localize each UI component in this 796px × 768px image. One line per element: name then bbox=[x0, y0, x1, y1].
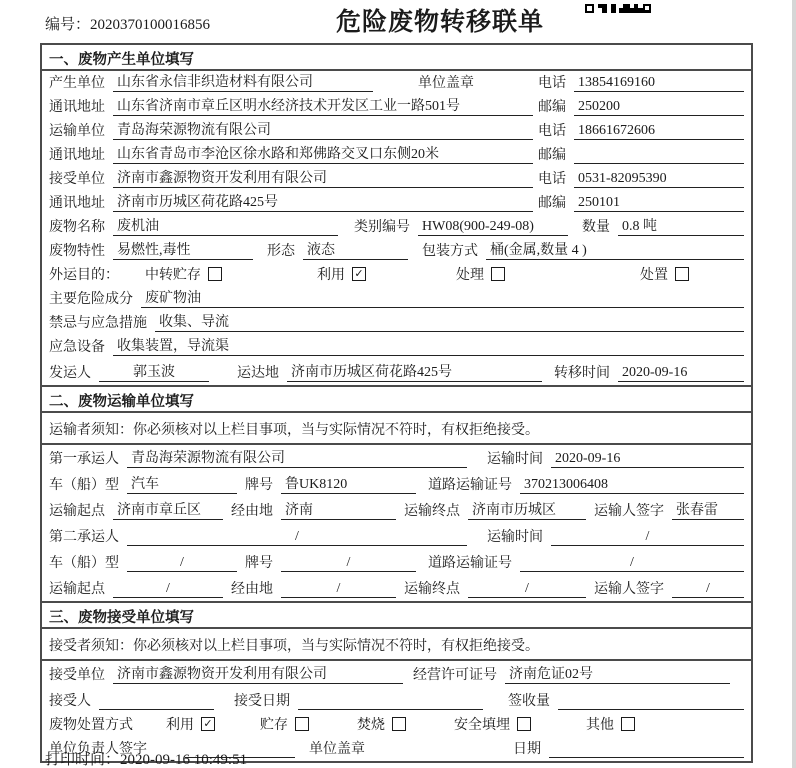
receiver-phone-field: 0531-82095390 bbox=[574, 171, 744, 188]
disposal-method-label: 废物处置方式 bbox=[49, 717, 133, 733]
section1-title: 一、废物产生单位填写 bbox=[42, 45, 751, 71]
option-label: 处理 bbox=[456, 268, 484, 283]
second-carrier-label: 第二承运人 bbox=[49, 529, 119, 545]
road-permit-label: 道路运输证号 bbox=[428, 555, 512, 571]
page-title: 危险废物转移联单 bbox=[335, 8, 544, 36]
route-end-label: 运输终点 bbox=[404, 581, 460, 597]
second-carrier-field: / bbox=[127, 529, 467, 546]
transporter-phone-field: 18661672606 bbox=[574, 123, 744, 140]
transporter-zip-label: 邮编 bbox=[538, 147, 566, 163]
road-permit-field: / bbox=[520, 555, 744, 572]
checkbox-unchecked-icon bbox=[621, 717, 635, 731]
option-label: 焚烧 bbox=[357, 718, 385, 733]
route-origin-field: / bbox=[113, 581, 223, 598]
packing-field: 桶(金属,数量 4 ) bbox=[486, 243, 744, 260]
license-number-label: 经营许可证号 bbox=[413, 667, 497, 683]
producer-zip-field: 250200 bbox=[574, 99, 744, 116]
purpose-option-transit-storage bbox=[145, 264, 222, 284]
transporter-name-field: 青岛海荣源物流有限公司 bbox=[113, 123, 533, 140]
print-time-value: 2020-09-16 10:49:51 bbox=[120, 752, 248, 768]
transport-time-label: 运输时间 bbox=[487, 451, 543, 467]
serial-value: 2020370100016856 bbox=[90, 17, 211, 33]
receiver-address-row bbox=[42, 191, 751, 215]
checkbox-checked-icon: ✓ bbox=[352, 267, 366, 281]
route-via-field: 济南 bbox=[281, 503, 396, 520]
option-label: 利用 bbox=[166, 718, 194, 733]
receiving-unit-label: 接受单位 bbox=[49, 667, 105, 683]
second-carrier-row bbox=[42, 523, 751, 549]
receiver-label: 接受单位 bbox=[49, 171, 105, 187]
emergency-measures-row bbox=[42, 311, 751, 335]
waste-character-row bbox=[42, 239, 751, 263]
producer-label: 产生单位 bbox=[49, 75, 105, 91]
transporter-phone-label: 电话 bbox=[538, 123, 566, 139]
producer-zip-label: 邮编 bbox=[538, 99, 566, 115]
transporter-zip-field bbox=[574, 148, 744, 164]
seal-date-field bbox=[549, 742, 744, 758]
producer-address-label: 通讯地址 bbox=[49, 99, 105, 115]
second-vehicle-row bbox=[42, 549, 751, 575]
route-origin-field: 济南市章丘区 bbox=[113, 503, 223, 520]
quantity-field: 0.8 吨 bbox=[618, 219, 744, 236]
transfer-date-label: 转移时间 bbox=[554, 365, 610, 381]
producer-phone-label: 电话 bbox=[538, 75, 566, 91]
route-via-field: / bbox=[281, 581, 396, 598]
route-end-label: 运输终点 bbox=[404, 503, 460, 519]
packing-label: 包装方式 bbox=[422, 243, 478, 259]
route-origin-label: 运输起点 bbox=[49, 581, 105, 597]
producer-address-field: 山东省济南市章丘区明水经济技术开发区工业一路501号 bbox=[113, 99, 533, 116]
transporter-label: 运输单位 bbox=[49, 123, 105, 139]
section3-title: 三、废物接受单位填写 bbox=[42, 601, 751, 629]
emergency-equipment-label: 应急设备 bbox=[49, 339, 105, 355]
plate-number-label: 牌号 bbox=[245, 477, 273, 493]
route-origin-label: 运输起点 bbox=[49, 503, 105, 519]
producer-phone-field: 13854169160 bbox=[574, 75, 744, 92]
transporter-row bbox=[42, 119, 751, 143]
checkbox-unchecked-icon bbox=[392, 717, 406, 731]
vehicle-type-label: 车（船）型 bbox=[49, 555, 119, 571]
route-via-label: 经由地 bbox=[231, 581, 273, 597]
option-label: 中转贮存 bbox=[145, 268, 201, 283]
transfer-date-field: 2020-09-16 bbox=[618, 365, 744, 382]
vehicle-type-label: 车（船）型 bbox=[49, 477, 119, 493]
hazard-component-label: 主要危险成分 bbox=[49, 291, 133, 307]
shipper-name-field: 郭玉波 bbox=[99, 365, 209, 382]
unit-seal-label: 单位盖章 bbox=[418, 75, 474, 91]
carrier-signature-field: 张春雷 bbox=[672, 503, 744, 520]
qr-code-icon bbox=[585, 0, 651, 18]
emergency-equipment-field: 收集装置，导流渠 bbox=[113, 339, 744, 356]
accept-date-field bbox=[298, 694, 483, 710]
serial-label: 编号： bbox=[45, 17, 91, 33]
first-carrier-label: 第一承运人 bbox=[49, 451, 119, 467]
receiver-row bbox=[42, 167, 751, 191]
road-permit-label: 道路运输证号 bbox=[428, 477, 512, 493]
receiver-phone-label: 电话 bbox=[538, 171, 566, 187]
disposal-option-other bbox=[586, 714, 635, 734]
vehicle-type-field: / bbox=[127, 555, 237, 572]
disposal-method-row bbox=[42, 713, 751, 737]
shipper-label: 发运人 bbox=[49, 365, 91, 381]
transporter-notice: 运输者须知：你必须核对以上栏目事项，当与实际情况不符时，有权拒绝接受。 bbox=[42, 413, 751, 445]
first-carrier-field: 青岛海荣源物流有限公司 bbox=[127, 451, 467, 468]
physical-form-label: 形态 bbox=[267, 243, 295, 259]
waste-name-label: 废物名称 bbox=[49, 219, 105, 235]
checkbox-unchecked-icon bbox=[295, 717, 309, 731]
received-amount-label: 签收量 bbox=[508, 693, 550, 709]
route-end-field: 济南市历城区 bbox=[468, 503, 586, 520]
page-right-edge bbox=[792, 0, 796, 768]
waste-character-label: 废物特性 bbox=[49, 243, 105, 259]
hazard-component-field: 废矿物油 bbox=[141, 291, 744, 308]
transport-time-field: / bbox=[551, 529, 744, 546]
receiver-notice: 接受者须知：你必须核对以上栏目事项，当与实际情况不符时，有权拒绝接受。 bbox=[42, 629, 751, 661]
emergency-measures-field: 收集、导流 bbox=[155, 315, 744, 332]
purpose-option-utilize bbox=[317, 264, 366, 284]
document-header bbox=[0, 0, 796, 42]
unit-seal-label: 单位盖章 bbox=[309, 741, 365, 757]
received-amount-field bbox=[558, 694, 744, 710]
section2-title: 二、废物运输单位填写 bbox=[42, 385, 751, 413]
route-via-label: 经由地 bbox=[231, 503, 273, 519]
disposal-option-utilize bbox=[166, 714, 215, 734]
disposal-option-store bbox=[260, 714, 309, 734]
carrier-signature-field: / bbox=[672, 581, 744, 598]
receiver-name-field: 济南市鑫源物资开发利用有限公司 bbox=[113, 171, 533, 188]
accept-date-label: 接受日期 bbox=[234, 693, 290, 709]
checkbox-unchecked-icon bbox=[517, 717, 531, 731]
print-time-label: 打印时间： bbox=[45, 752, 121, 768]
route-end-field: / bbox=[468, 581, 586, 598]
first-vehicle-row bbox=[42, 471, 751, 497]
transport-time-label: 运输时间 bbox=[487, 529, 543, 545]
option-label: 利用 bbox=[317, 268, 345, 283]
road-permit-field: 370213006408 bbox=[520, 477, 744, 494]
plate-number-field: / bbox=[281, 555, 416, 572]
checkbox-unchecked-icon bbox=[208, 267, 222, 281]
first-carrier-row bbox=[42, 445, 751, 471]
quantity-label: 数量 bbox=[582, 219, 610, 235]
transport-time-field: 2020-09-16 bbox=[551, 451, 744, 468]
hazard-component-row bbox=[42, 287, 751, 311]
waste-name-row bbox=[42, 215, 751, 239]
transporter-address-label: 通讯地址 bbox=[49, 147, 105, 163]
checkbox-checked-icon: ✓ bbox=[201, 717, 215, 731]
emergency-measures-label: 禁忌与应急措施 bbox=[49, 315, 147, 331]
transporter-address-field: 山东省青岛市李沧区徐水路和郑佛路交叉口东侧20米 bbox=[113, 147, 533, 164]
seal-date-label: 日期 bbox=[513, 741, 541, 757]
waste-character-field: 易燃性,毒性 bbox=[113, 243, 253, 260]
transfer-purpose-row bbox=[42, 263, 751, 287]
producer-name-field: 山东省永信非织造材料有限公司 bbox=[113, 75, 373, 92]
producer-row bbox=[42, 71, 751, 95]
acceptor-name-field bbox=[99, 694, 214, 710]
destination-field: 济南市历城区荷花路425号 bbox=[287, 365, 542, 382]
second-route-row bbox=[42, 575, 751, 601]
purpose-option-treat bbox=[456, 264, 505, 284]
vehicle-type-field: 汽车 bbox=[127, 477, 237, 494]
shipper-row bbox=[42, 359, 751, 385]
transporter-address-row bbox=[42, 143, 751, 167]
option-label: 处置 bbox=[640, 268, 668, 283]
plate-number-label: 牌号 bbox=[245, 555, 273, 571]
checkbox-unchecked-icon bbox=[675, 267, 689, 281]
receiving-unit-field: 济南市鑫源物资开发利用有限公司 bbox=[113, 667, 403, 684]
manifest-form-table bbox=[40, 43, 753, 763]
option-label: 其他 bbox=[586, 718, 614, 733]
responsible-signature-label: 单位负责人签字 bbox=[49, 741, 147, 757]
option-label: 贮存 bbox=[260, 718, 288, 733]
acceptor-row bbox=[42, 687, 751, 713]
receiving-unit-row bbox=[42, 661, 751, 687]
carrier-signature-label: 运输人签字 bbox=[594, 581, 664, 597]
receiver-zip-label: 邮编 bbox=[538, 195, 566, 211]
receiver-zip-field: 250101 bbox=[574, 195, 744, 212]
first-route-row bbox=[42, 497, 751, 523]
print-time-line bbox=[45, 748, 247, 768]
waste-name-field: 废机油 bbox=[113, 219, 338, 236]
category-code-label: 类别编号 bbox=[354, 219, 410, 235]
option-label: 安全填埋 bbox=[454, 718, 510, 733]
physical-form-field: 液态 bbox=[303, 243, 408, 260]
category-code-field: HW08(900-249-08) bbox=[418, 219, 568, 236]
receiver-address-label: 通讯地址 bbox=[49, 195, 105, 211]
license-number-field: 济南危证02号 bbox=[505, 667, 730, 684]
acceptor-label: 接受人 bbox=[49, 693, 91, 709]
transfer-purpose-label: 外运目的： bbox=[49, 267, 119, 283]
disposal-option-landfill bbox=[454, 714, 531, 734]
purpose-option-dispose bbox=[640, 264, 689, 284]
carrier-signature-label: 运输人签字 bbox=[594, 503, 664, 519]
receiver-address-field: 济南市历城区荷花路425号 bbox=[113, 195, 533, 212]
plate-number-field: 鲁UK8120 bbox=[281, 477, 416, 494]
destination-label: 运达地 bbox=[237, 365, 279, 381]
checkbox-unchecked-icon bbox=[491, 267, 505, 281]
producer-address-row bbox=[42, 95, 751, 119]
emergency-equipment-row bbox=[42, 335, 751, 359]
disposal-option-incinerate bbox=[357, 714, 406, 734]
